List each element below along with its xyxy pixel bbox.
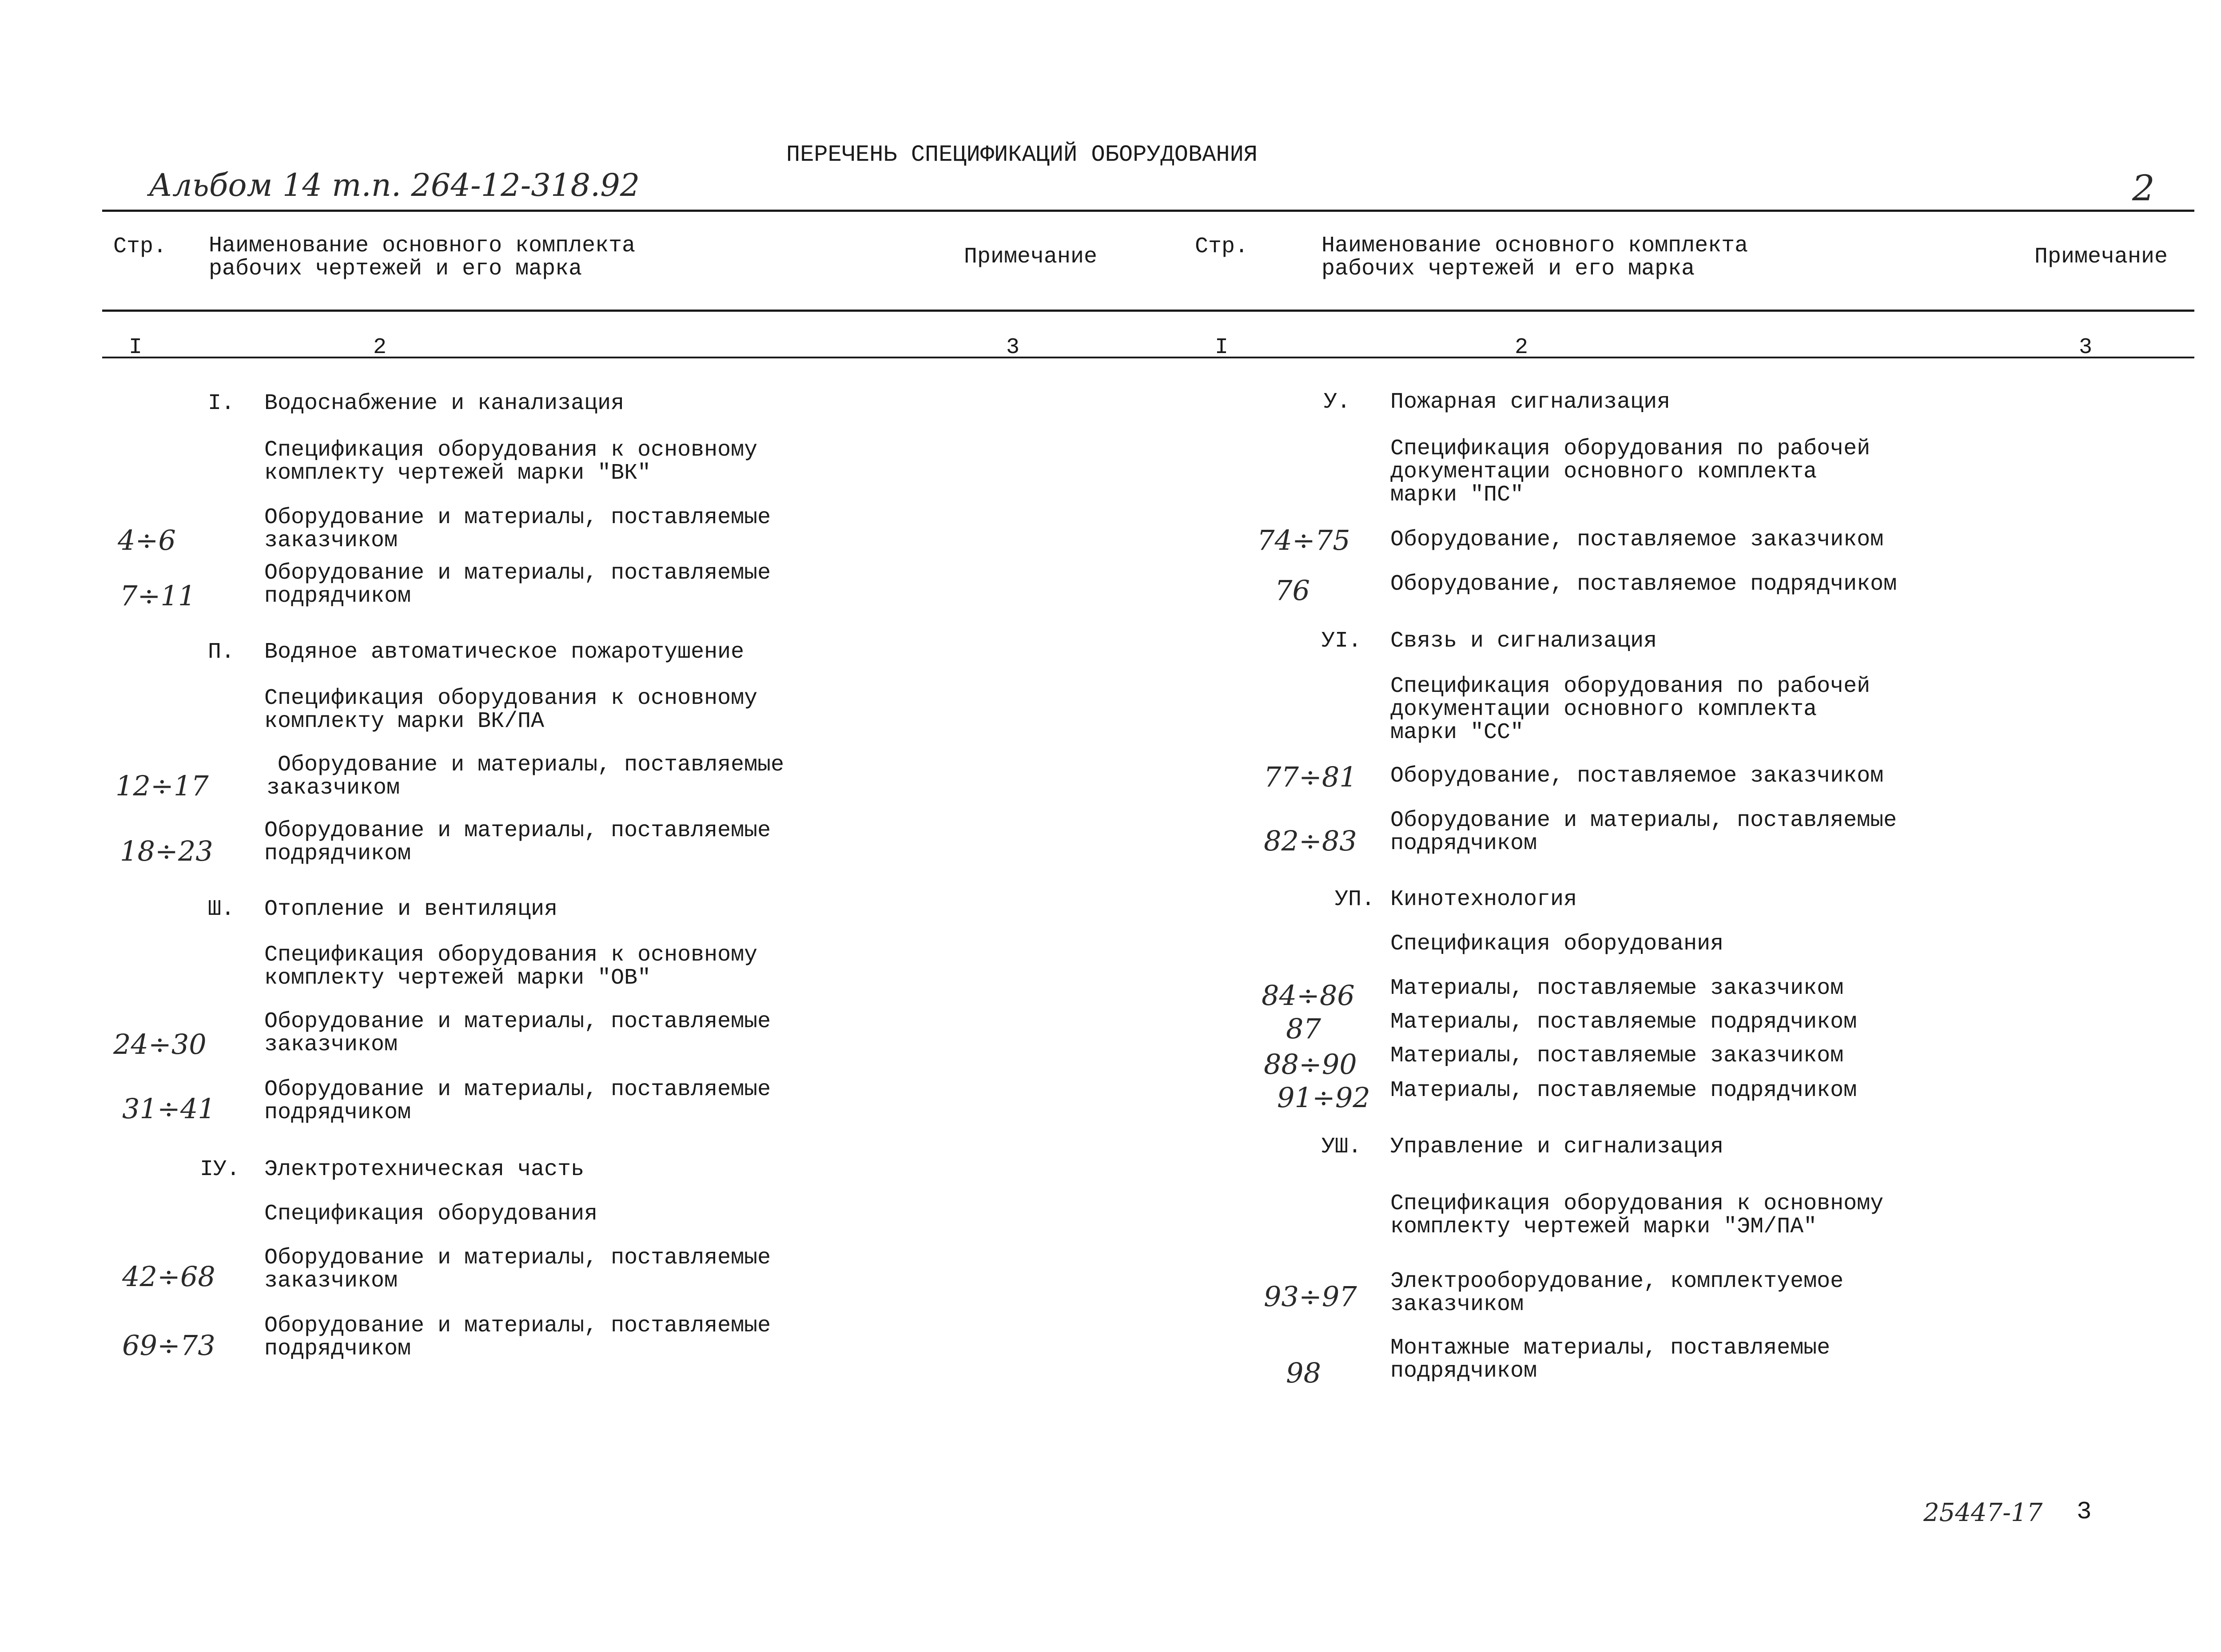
sheet-number: 2 bbox=[2132, 167, 2155, 209]
item-line: Оборудование и материалы, поставляемые bbox=[264, 505, 771, 530]
page-range: 74÷75 bbox=[1257, 524, 1350, 556]
spec-line: комплекту чертежей марки "ОВ" bbox=[264, 965, 651, 991]
spec-line: Спецификация оборудования bbox=[1390, 931, 1724, 957]
item-line: заказчиком bbox=[264, 528, 398, 553]
col-number-1-right: I bbox=[1215, 335, 1229, 360]
spec-line: Спецификация оборудования по рабочей bbox=[1390, 436, 1871, 461]
spec-line: марки "СС" bbox=[1390, 720, 1524, 745]
spec-line: Спецификация оборудования bbox=[264, 1201, 598, 1227]
page-range: 82÷83 bbox=[1264, 825, 1357, 857]
col-name-header-left-2: рабочих чертежей и его марка bbox=[209, 256, 582, 282]
page-range: 12÷17 bbox=[115, 770, 209, 802]
section-number: УI. bbox=[1321, 628, 1362, 654]
page-range: 91÷92 bbox=[1277, 1081, 1370, 1114]
section-number: Ш. bbox=[208, 897, 235, 922]
item-line: Оборудование, поставляемое подрядчиком bbox=[1390, 572, 1897, 597]
header-bottom-rule bbox=[102, 310, 2194, 312]
header-top-rule bbox=[102, 210, 2194, 212]
item-line: подрядчиком bbox=[264, 1336, 411, 1362]
spec-line: комплекту чертежей марки "ЭМ/ПА" bbox=[1390, 1214, 1817, 1239]
item-line: подрядчиком bbox=[264, 841, 411, 866]
spec-line: документации основного комплекта bbox=[1390, 697, 1817, 722]
page-number: 3 bbox=[2077, 1497, 2092, 1526]
page-range: 7÷11 bbox=[120, 580, 196, 612]
item-line: Оборудование и материалы, поставляемые bbox=[264, 1313, 771, 1338]
col-note-header-right: Примечание bbox=[2034, 244, 2168, 270]
item-line: Электрооборудование, комплектуемое bbox=[1390, 1269, 1844, 1294]
col-name-header-left-1: Наименование основного комплекта bbox=[209, 233, 636, 258]
item-line: Оборудование и материалы, поставляемые bbox=[264, 818, 771, 843]
numbering-rule bbox=[102, 357, 2194, 358]
col-page-header-left: Стр. bbox=[113, 234, 167, 259]
page-range: 18÷23 bbox=[120, 835, 213, 867]
item-line: Оборудование, поставляемое заказчиком bbox=[1390, 527, 1884, 552]
page-range: 88÷90 bbox=[1264, 1048, 1357, 1080]
item-line: подрядчиком bbox=[264, 1100, 411, 1125]
page-range: 98 bbox=[1286, 1357, 1321, 1389]
page-title: ПЕРЕЧЕНЬ СПЕЦИФИКАЦИЙ ОБОРУДОВАНИЯ bbox=[786, 142, 1258, 168]
spec-line: Спецификация оборудования к основному bbox=[264, 686, 758, 711]
section-title: Связь и сигнализация bbox=[1390, 628, 1657, 654]
section-number: УП. bbox=[1335, 887, 1375, 912]
page-range: 77÷81 bbox=[1264, 761, 1357, 793]
album-reference: Альбом 14 т.п. 264-12-318.92 bbox=[149, 167, 640, 203]
item-line: Оборудование и материалы, поставляемые bbox=[278, 752, 784, 778]
page-range: 31÷41 bbox=[122, 1092, 215, 1125]
col-note-header-left: Примечание bbox=[964, 244, 1098, 270]
spec-line: Спецификация оборудования к основному bbox=[264, 437, 758, 463]
item-line: Материалы, поставляемые заказчиком bbox=[1390, 1043, 1844, 1068]
item-line: Оборудование и материалы, поставляемые bbox=[264, 1245, 771, 1271]
item-line: Материалы, поставляемые подрядчиком bbox=[1390, 1009, 1857, 1035]
item-line: Оборудование и материалы, поставляемые bbox=[264, 1077, 771, 1102]
col-name-header-right-2: рабочих чертежей и его марка bbox=[1321, 256, 1695, 282]
col-page-header-right: Стр. bbox=[1195, 234, 1249, 259]
page-range: 87 bbox=[1286, 1013, 1321, 1045]
item-line: Оборудование и материалы, поставляемые bbox=[264, 560, 771, 586]
section-title: Водоснабжение и канализация bbox=[264, 391, 625, 416]
spec-line: Спецификация оборудования к основному bbox=[1390, 1191, 1884, 1216]
spec-line: комплекту марки ВК/ПА bbox=[264, 709, 545, 734]
col-name-header-right-1: Наименование основного комплекта bbox=[1321, 233, 1748, 258]
section-title: Управление и сигнализация bbox=[1390, 1134, 1724, 1160]
item-line: заказчиком bbox=[264, 1268, 398, 1294]
page-range: 24÷30 bbox=[113, 1028, 207, 1060]
section-number: IУ. bbox=[200, 1157, 240, 1182]
item-line: подрядчиком bbox=[1390, 1358, 1537, 1384]
item-line: Оборудование и материалы, поставляемые bbox=[1390, 808, 1897, 833]
item-line: Материалы, поставляемые подрядчиком bbox=[1390, 1078, 1857, 1103]
section-number: У. bbox=[1324, 389, 1351, 415]
item-line: подрядчиком bbox=[1390, 831, 1537, 856]
col-number-2-left: 2 bbox=[373, 335, 387, 360]
section-number: УШ. bbox=[1321, 1134, 1362, 1160]
page-range: 42÷68 bbox=[122, 1260, 215, 1293]
section-title: Кинотехнология bbox=[1390, 887, 1577, 912]
spec-line: Спецификация оборудования к основному bbox=[264, 942, 758, 968]
spec-line: документации основного комплекта bbox=[1390, 459, 1817, 484]
item-line: Оборудование и материалы, поставляемые bbox=[264, 1009, 771, 1034]
section-title: Отопление и вентиляция bbox=[264, 897, 558, 922]
section-title: Водяное автоматическое пожаротушение bbox=[264, 639, 744, 665]
spec-line: марки "ПС" bbox=[1390, 482, 1524, 508]
col-number-1-left: I bbox=[129, 335, 143, 360]
page-range: 84÷86 bbox=[1262, 979, 1355, 1012]
item-line: Монтажные материалы, поставляемые bbox=[1390, 1335, 1831, 1361]
item-line: Материалы, поставляемые заказчиком bbox=[1390, 976, 1844, 1001]
col-number-2-right: 2 bbox=[1515, 335, 1528, 360]
document-number: 25447-17 bbox=[1923, 1498, 2043, 1527]
spec-line: Спецификация оборудования по рабочей bbox=[1390, 674, 1871, 699]
item-line: заказчиком bbox=[1390, 1292, 1524, 1317]
col-number-3-left: 3 bbox=[1006, 335, 1020, 360]
spec-line: комплекту чертежей марки "ВК" bbox=[264, 461, 651, 486]
page-range: 4÷6 bbox=[118, 524, 176, 556]
item-line: подрядчиком bbox=[264, 584, 411, 609]
col-number-3-right: 3 bbox=[2079, 335, 2093, 360]
page-range: 93÷97 bbox=[1264, 1280, 1357, 1313]
section-number: I. bbox=[208, 391, 235, 416]
page-range: 76 bbox=[1275, 574, 1310, 607]
item-line: заказчиком bbox=[264, 1032, 398, 1057]
item-line: заказчиком bbox=[267, 775, 400, 801]
page-range: 69÷73 bbox=[122, 1329, 215, 1362]
section-title: Электротехническая часть bbox=[264, 1157, 585, 1182]
item-line: Оборудование, поставляемое заказчиком bbox=[1390, 763, 1884, 789]
section-title: Пожарная сигнализация bbox=[1390, 389, 1671, 415]
section-number: П. bbox=[208, 639, 235, 665]
